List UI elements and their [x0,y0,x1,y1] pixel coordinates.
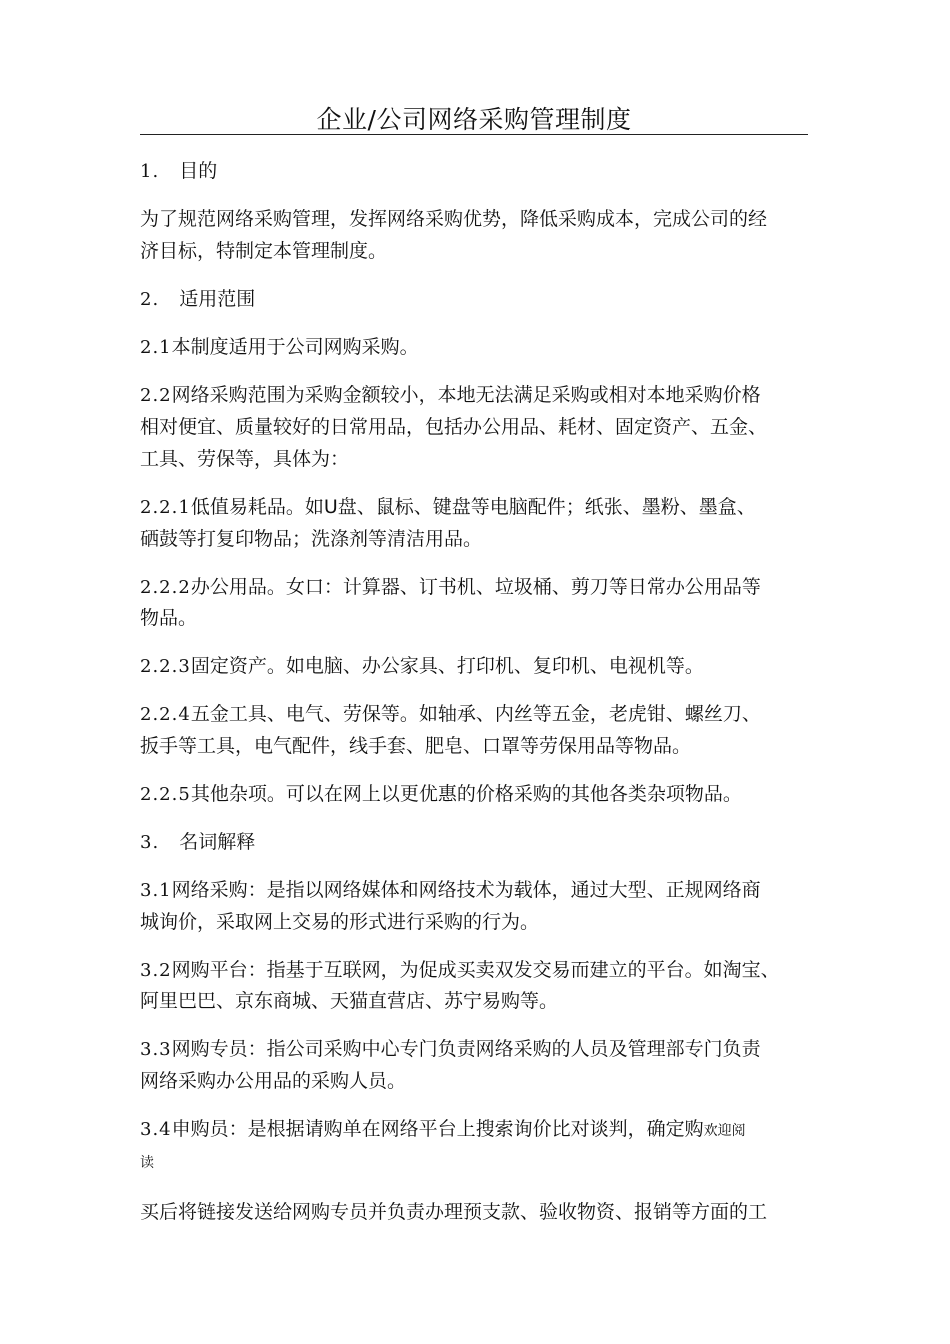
paragraph-line: 城询价，采取网上交易的形式进行采购的行为。 [140,911,540,933]
clause-number: 2.1 [140,337,172,358]
clause-3-4 [140,1114,825,1147]
clause-text: 网络采购：是指以网络媒体和网络技术为载体，通过大型、正规网络商 [171,879,761,901]
paragraph-line: 网络采购办公用品的采购人员。 [140,1070,407,1092]
clause-text: 五金工具、电气、劳保等。如轴承、内丝等五金，老虎钳、螺丝刀、 [190,703,761,725]
paragraph-line: 济目标，特制定本管理制度。 [140,240,388,262]
section-heading-1 [140,156,825,187]
clause-2-2-4 [140,699,825,730]
clause-text: 其他杂项。可以在网上以更优惠的价格采购的其他各类杂项物品。 [190,783,742,805]
clause-2-2-2 [140,572,825,603]
clause-number: 2.2.4 [140,704,191,725]
paragraph-line: 物品。 [140,607,198,629]
clause-number: 3.3 [140,1039,172,1060]
clause-number: 2.2.2 [140,577,191,598]
clause-3-2 [140,955,825,986]
section-number: 3. [140,832,160,853]
section-number: 2. [140,289,160,310]
clause-number: 3.1 [140,880,172,901]
title-underline [140,134,808,135]
section-title: 名词解释 [179,831,256,853]
clause-3-3 [140,1034,825,1065]
clause-text: 网购专员：指公司采购中心专门负责网络采购的人员及管理部专门负责 [171,1038,761,1060]
clause-2-2-5 [140,779,825,810]
paragraph-line: 相对便宜、质量较好的日常用品，包括办公用品、耗材、固定资产、五金、 [140,416,768,438]
clause-text: 本制度适用于公司网购采购。 [171,336,419,358]
clause-number: 3.2 [140,960,172,981]
section-title: 适用范围 [179,288,256,310]
clause-text: 固定资产。如电脑、办公家具、打印机、复印机、电视机等。 [190,655,704,677]
clause-number: 3.4 [140,1119,172,1140]
watermark-text: 欢迎阅 [703,1123,746,1139]
watermark-text-continued: 读 [140,1155,154,1171]
paragraph-line: 为了规范网络采购管理，发挥网络采购优势，降低采购成本，完成公司的经 [140,208,768,230]
paragraph-line: 硒鼓等打复印物品；洗涤剂等清洁用品。 [140,528,483,550]
clause-2-1 [140,332,825,363]
clause-text: 低值易耗品。如U盘、鼠标、键盘等电脑配件；纸张、墨粉、墨盒、 [190,496,756,518]
paragraph-line: 工具、劳保等，具体为： [140,448,350,470]
section-heading-2 [140,284,825,315]
paragraph-line: 阿里巴巴、京东商城、天猫直营店、苏宁易购等。 [140,990,559,1012]
paragraph-line: 买后将链接发送给网购专员并负责办理预支款、验收物资、报销等方面的工 [140,1201,768,1223]
clause-2-2 [140,380,825,411]
clause-text: 网络采购范围为采购金额较小，本地无法满足采购或相对本地采购价格 [171,384,761,406]
clause-2-2-1 [140,492,825,523]
clause-number: 2.2 [140,385,172,406]
document-title: 企业/公司网络采购管理制度 [316,105,632,134]
clause-text: 网购平台：指基于互联网，为促成买卖双发交易而建立的平台。如淘宝、 [171,959,780,981]
section-heading-3 [140,827,825,858]
clause-number: 2.2.3 [140,656,191,677]
clause-3-1 [140,875,825,906]
section-title: 目的 [179,160,218,182]
clause-text: 办公用品。女口：计算器、订书机、垃圾桶、剪刀等日常办公用品等 [190,576,761,598]
clause-number: 2.2.1 [140,497,191,518]
clause-text: 申购员：是根据请购单在网络平台上搜索询价比对谈判，确定购 [171,1118,704,1140]
clause-2-2-3 [140,651,825,682]
section-number: 1. [140,161,160,182]
paragraph-line: 扳手等工具，电气配件，线手套、肥皂、口罩等劳保用品等物品。 [140,735,692,757]
clause-number: 2.2.5 [140,784,191,805]
